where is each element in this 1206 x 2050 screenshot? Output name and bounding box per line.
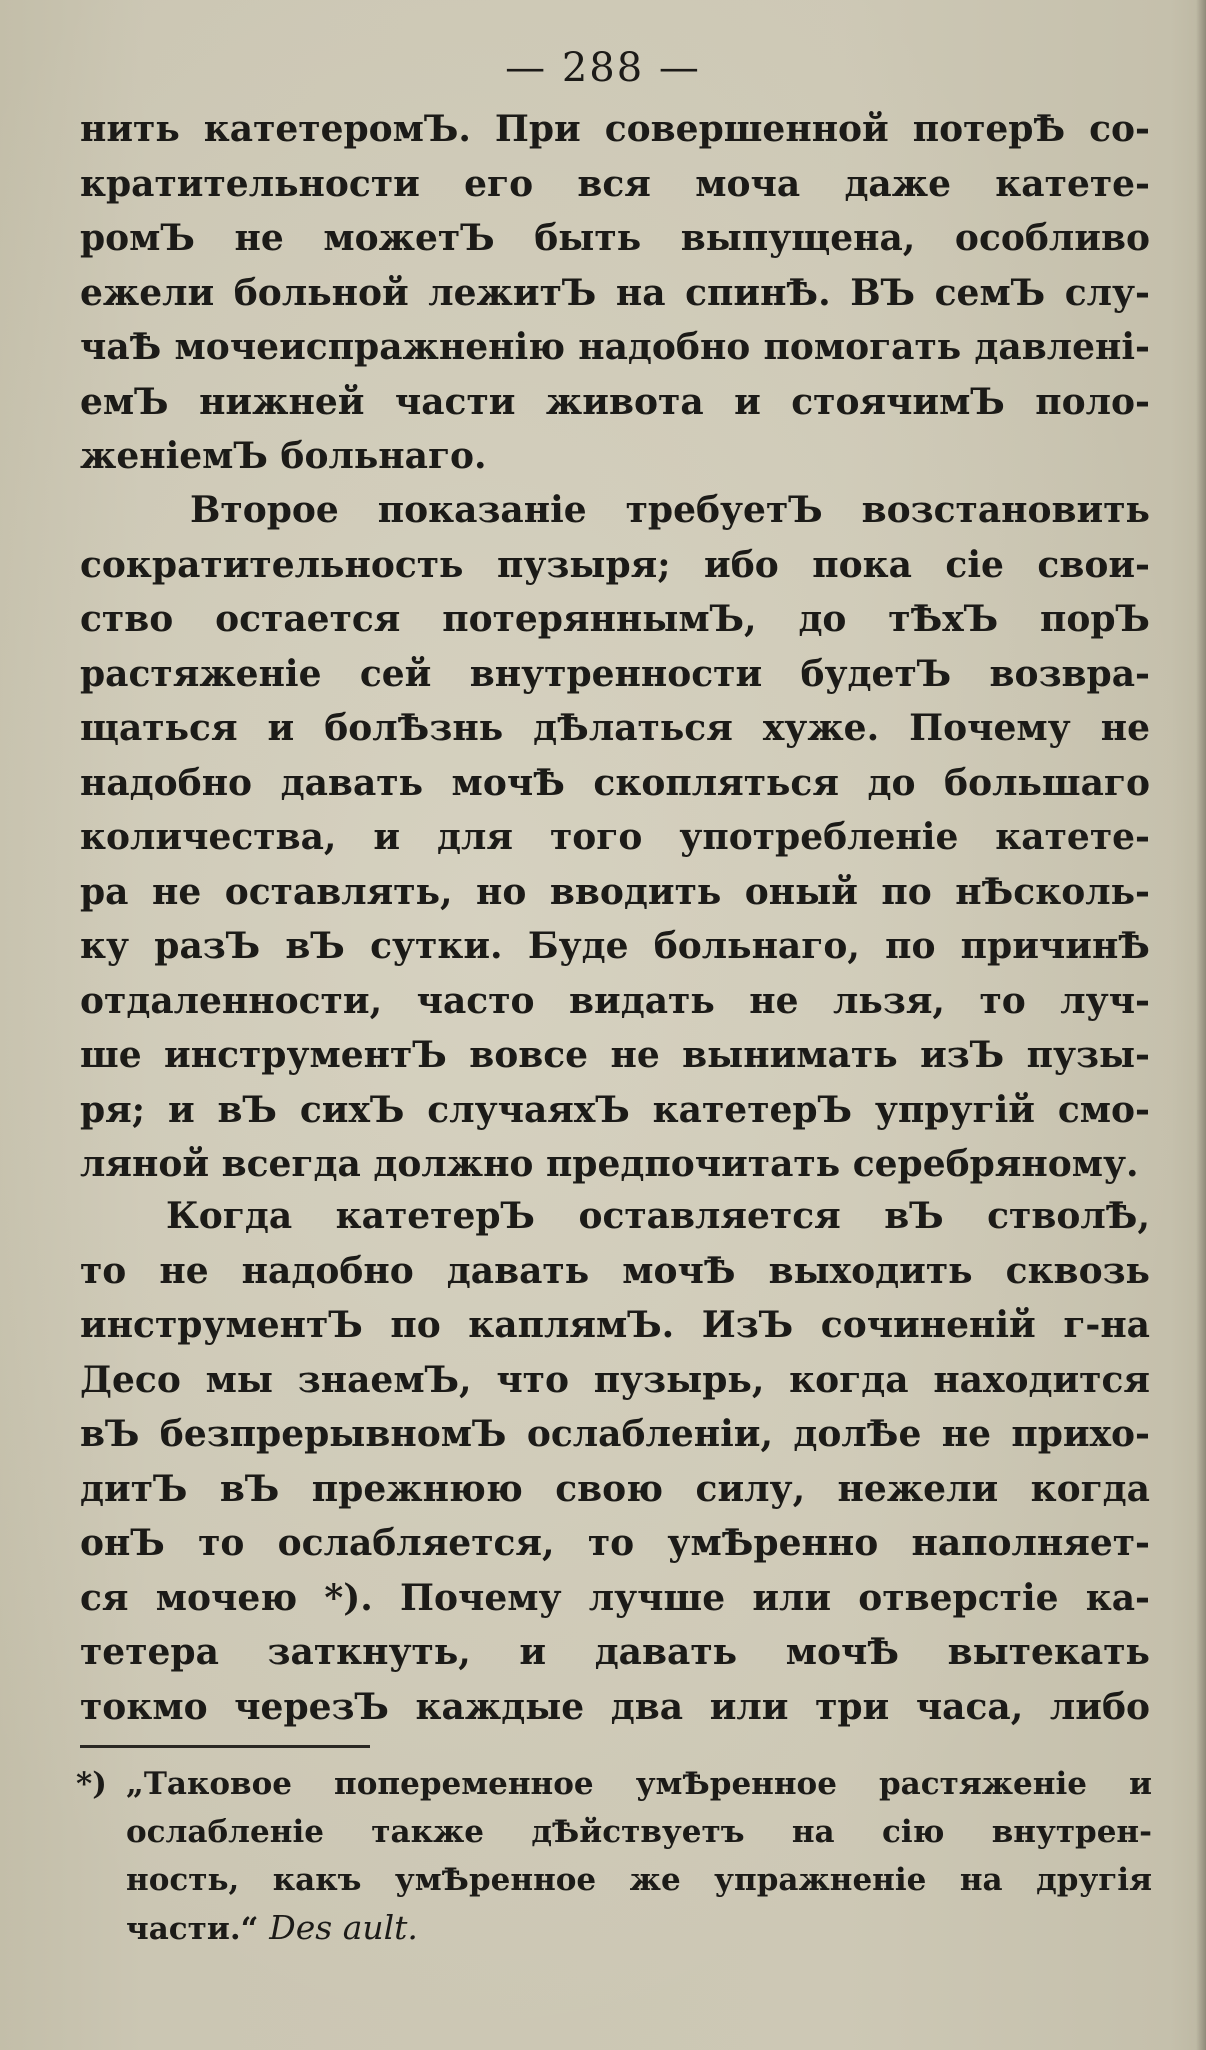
text-line: Десо мы знаемЪ, что пузырь, когда находится (80, 1358, 1150, 1401)
footnote-text: „Таковое попеременное умѢренное растяженіе и (126, 1766, 1152, 1802)
text-line: растяженіе сей внутренности будетЪ возвра- (80, 652, 1150, 695)
footnote-divider (80, 1745, 370, 1748)
text-line: Второе показаніе требуетЪ возстановить (190, 489, 1150, 531)
text-line: чаѢ мочеиспражненію надобно помогать давлені- (80, 326, 1150, 368)
text-line: ство остается потеряннымЪ, до тѢхЪ порЪ (80, 598, 1150, 640)
text-line: токмо черезЪ каждые два или три часа, либо (80, 1685, 1150, 1728)
text-line: количества, и для того употребленіе катете- (80, 816, 1150, 858)
text-line: Когда катетерЪ оставляется вЪ стволѢ, (166, 1195, 1150, 1237)
page-number: — 288 — (505, 45, 701, 91)
footnote (76, 1760, 1152, 1952)
page-edge-shadow (1196, 0, 1206, 2050)
text-line: щаться и болѢзнь дѢлаться хуже. Почему не (80, 707, 1150, 749)
text-line: кратительности его вся моча даже катете- (80, 162, 1150, 205)
text-line: инструментЪ по каплямЪ. ИзЪ сочиненій г-на (80, 1304, 1150, 1346)
text-line: ря; и вЪ сихЪ случаяхЪ катетерЪ упругій смо- (80, 1088, 1150, 1131)
text-line: ше инструментЪ вовсе не вынимать изЪ пузы- (80, 1034, 1150, 1076)
text-line: ляной всегда должно предпочитать серебряному. (80, 1143, 1139, 1185)
footnote-source: Des ault. (269, 1908, 418, 1947)
paragraph-2 (80, 483, 1150, 1192)
text-line: ся мочею *). Почему лучше или отверстіе ка- (80, 1576, 1150, 1619)
text-line: женіемЪ больнаго. (80, 435, 487, 477)
text-line: тетера заткнуть, и давать мочѢ вытекать (80, 1631, 1150, 1673)
text-line: надобно давать мочѢ скопляться до большаго (80, 761, 1150, 804)
footnote-text: части.“ (126, 1911, 259, 1947)
text-line: ра не оставлять, но вводить оный по нѢсколь- (80, 870, 1150, 913)
text-line: ку разЪ вЪ сутки. Буде больнаго, по причинѢ (80, 925, 1150, 967)
footnote-marker: *) (76, 1766, 107, 1802)
footnote-line: ность, какъ умѢренное же упражненіе на другія (126, 1862, 1152, 1898)
text-line: емЪ нижней части живота и стоячимЪ поло- (80, 380, 1150, 423)
text-line: ежели больной лежитЪ на спинѢ. ВЪ семЪ слу- (80, 271, 1150, 314)
text-line: онЪ то ослабляется, то умѢренно наполняет- (80, 1522, 1150, 1564)
text-line: вЪ безпрерывномЪ ослабленіи, долѢе не прихо- (80, 1413, 1150, 1455)
text-line: отдаленности, часто видать не льзя, то луч- (80, 979, 1150, 1022)
footnote-line: ослабленіе также дѢйствуетъ на сію внутрен- (126, 1814, 1152, 1850)
paragraph-1 (80, 102, 1150, 484)
text-line: то не надобно давать мочѢ выходить сквозь (80, 1249, 1150, 1292)
text-line: ромЪ не можетЪ быть выпущена, особливо (80, 217, 1150, 259)
footnote-line (76, 1760, 1152, 1808)
footnote-line (76, 1904, 1152, 1952)
text-line: сократительность пузыря; ибо пока сіе свои- (80, 543, 1150, 586)
text-line: нить катетеромЪ. При совершенной потерѢ со- (80, 108, 1150, 150)
text-line: дитЪ вЪ прежнюю свою силу, нежели когда (80, 1467, 1150, 1510)
paragraph-3 (80, 1189, 1150, 1734)
